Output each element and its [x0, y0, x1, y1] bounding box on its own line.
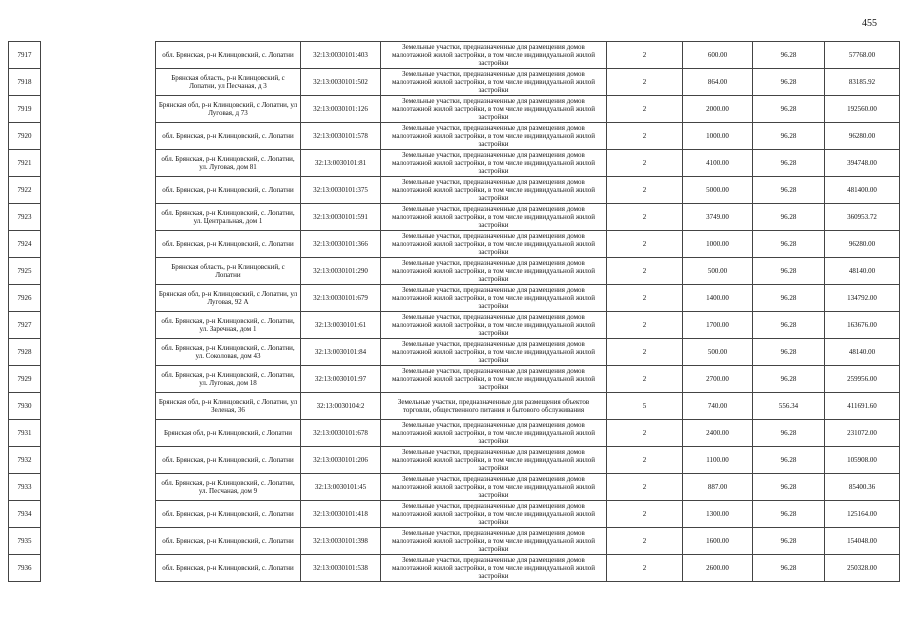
row-cadastral-value: 85400.36 [825, 474, 900, 501]
blank-gap [41, 528, 156, 555]
row-rate: 556.34 [753, 393, 825, 420]
row-cadastral-value: 231072.00 [825, 420, 900, 447]
row-cadastral-number: 32:13:0030101:502 [301, 69, 381, 96]
table-row [9, 285, 900, 312]
row-group: 5 [607, 393, 683, 420]
blank-gap [41, 150, 156, 177]
blank-gap [41, 420, 156, 447]
table-body [9, 42, 900, 582]
table-row [9, 501, 900, 528]
table-row [9, 204, 900, 231]
row-cadastral-value: 48140.00 [825, 258, 900, 285]
row-address: обл. Брянская, р-н Клинцовский, с. Лопатни [156, 123, 301, 150]
row-number: 7936 [9, 555, 41, 582]
row-land-use: Земельные участки, предназначенные для размещения домов малоэтажной жилой застройки, в том числе индивидуальной жилой застройки [381, 528, 607, 555]
blank-gap [41, 447, 156, 474]
row-address: обл. Брянская, р-н Клинцовский, с. Лопатни, ул. Заречная, дом 1 [156, 312, 301, 339]
row-group: 2 [607, 123, 683, 150]
blank-gap [41, 366, 156, 393]
table-row [9, 177, 900, 204]
row-land-use: Земельные участки, предназначенные для размещения домов малоэтажной жилой застройки, в том числе индивидуальной жилой застройки [381, 177, 607, 204]
row-cadastral-number: 32:13:0030101:97 [301, 366, 381, 393]
row-address: обл. Брянская, р-н Клинцовский, с. Лопатни [156, 501, 301, 528]
row-area: 5000.00 [683, 177, 753, 204]
blank-gap [41, 393, 156, 420]
row-land-use: Земельные участки, предназначенные для размещения домов малоэтажной жилой застройки, в том числе индивидуальной жилой застройки [381, 447, 607, 474]
row-number: 7923 [9, 204, 41, 231]
row-address: Брянская обл, р-н Клинцовский, с Лопатни [156, 420, 301, 447]
row-land-use: Земельные участки, предназначенные для размещения домов малоэтажной жилой застройки, в том числе индивидуальной жилой застройки [381, 204, 607, 231]
row-land-use: Земельные участки, предназначенные для размещения домов малоэтажной жилой застройки, в том числе индивидуальной жилой застройки [381, 42, 607, 69]
blank-gap [41, 285, 156, 312]
row-group: 2 [607, 150, 683, 177]
row-rate: 96.28 [753, 150, 825, 177]
blank-gap [41, 231, 156, 258]
row-cadastral-number: 32:13:0030101:84 [301, 339, 381, 366]
row-number: 7921 [9, 150, 41, 177]
row-cadastral-value: 394748.00 [825, 150, 900, 177]
blank-gap [41, 312, 156, 339]
row-number: 7933 [9, 474, 41, 501]
blank-gap [41, 177, 156, 204]
row-number: 7919 [9, 96, 41, 123]
table-row [9, 366, 900, 393]
row-cadastral-number: 32:13:0030101:538 [301, 555, 381, 582]
table-row [9, 555, 900, 582]
row-number: 7930 [9, 393, 41, 420]
row-area: 1600.00 [683, 528, 753, 555]
row-rate: 96.28 [753, 528, 825, 555]
row-cadastral-value: 163676.00 [825, 312, 900, 339]
row-number: 7925 [9, 258, 41, 285]
table-row [9, 393, 900, 420]
table-row [9, 258, 900, 285]
blank-gap [41, 474, 156, 501]
row-group: 2 [607, 366, 683, 393]
row-number: 7929 [9, 366, 41, 393]
row-land-use: Земельные участки, предназначенные для размещения домов малоэтажной жилой застройки, в том числе индивидуальной жилой застройки [381, 312, 607, 339]
row-cadastral-number: 32:13:0030101:591 [301, 204, 381, 231]
row-rate: 96.28 [753, 69, 825, 96]
row-cadastral-number: 32:13:0030101:206 [301, 447, 381, 474]
row-address: Брянская область, р-н Клинцовский, с Лопатни [156, 258, 301, 285]
row-address: обл. Брянская, р-н Клинцовский, с. Лопатни [156, 528, 301, 555]
table-row [9, 42, 900, 69]
row-cadastral-number: 32:13:0030101:403 [301, 42, 381, 69]
row-cadastral-number: 32:13:0030101:126 [301, 96, 381, 123]
row-rate: 96.28 [753, 339, 825, 366]
row-address: Брянская область, р-н Клинцовский, с Лопатни, ул Песчаная, д 3 [156, 69, 301, 96]
row-area: 1000.00 [683, 123, 753, 150]
table-row [9, 150, 900, 177]
row-number: 7928 [9, 339, 41, 366]
blank-gap [41, 339, 156, 366]
row-rate: 96.28 [753, 555, 825, 582]
row-area: 4100.00 [683, 150, 753, 177]
row-area: 500.00 [683, 258, 753, 285]
row-land-use: Земельные участки, предназначенные для размещения домов малоэтажной жилой застройки, в том числе индивидуальной жилой застройки [381, 474, 607, 501]
row-address: обл. Брянская, р-н Клинцовский, с. Лопатни, ул. Центральная, дом 1 [156, 204, 301, 231]
row-cadastral-value: 259956.00 [825, 366, 900, 393]
row-cadastral-number: 32:13:0030101:418 [301, 501, 381, 528]
row-area: 740.00 [683, 393, 753, 420]
row-cadastral-value: 411691.60 [825, 393, 900, 420]
row-land-use: Земельные участки, предназначенные для размещения домов малоэтажной жилой застройки, в том числе индивидуальной жилой застройки [381, 285, 607, 312]
row-cadastral-value: 154048.00 [825, 528, 900, 555]
row-group: 2 [607, 69, 683, 96]
row-number: 7918 [9, 69, 41, 96]
row-area: 2600.00 [683, 555, 753, 582]
row-cadastral-number: 32:13:0030101:398 [301, 528, 381, 555]
blank-gap [41, 258, 156, 285]
row-address: Брянская обл, р-н Клинцовский, с Лопатни, ул Луговая, 92 А [156, 285, 301, 312]
row-land-use: Земельные участки, предназначенные для размещения домов малоэтажной жилой застройки, в том числе индивидуальной жилой застройки [381, 69, 607, 96]
row-area: 2400.00 [683, 420, 753, 447]
row-rate: 96.28 [753, 231, 825, 258]
row-cadastral-value: 192560.00 [825, 96, 900, 123]
row-group: 2 [607, 312, 683, 339]
row-rate: 96.28 [753, 285, 825, 312]
row-group: 2 [607, 420, 683, 447]
row-cadastral-value: 57768.00 [825, 42, 900, 69]
table-row [9, 231, 900, 258]
row-rate: 96.28 [753, 123, 825, 150]
row-number: 7922 [9, 177, 41, 204]
row-area: 1400.00 [683, 285, 753, 312]
blank-gap [41, 96, 156, 123]
row-cadastral-value: 134792.00 [825, 285, 900, 312]
row-land-use: Земельные участки, предназначенные для размещения домов малоэтажной жилой застройки, в том числе индивидуальной жилой застройки [381, 96, 607, 123]
row-area: 1700.00 [683, 312, 753, 339]
row-address: обл. Брянская, р-н Клинцовский, с. Лопатни [156, 42, 301, 69]
row-rate: 96.28 [753, 420, 825, 447]
row-group: 2 [607, 555, 683, 582]
row-rate: 96.28 [753, 312, 825, 339]
table-row [9, 420, 900, 447]
blank-gap [41, 501, 156, 528]
row-cadastral-number: 32:13:0030101:678 [301, 420, 381, 447]
row-number: 7926 [9, 285, 41, 312]
row-address: обл. Брянская, р-н Клинцовский, с. Лопатни [156, 555, 301, 582]
row-cadastral-value: 83185.92 [825, 69, 900, 96]
row-address: Брянская обл, р-н Клинцовский, с Лопатни, ул Зеленая, 36 [156, 393, 301, 420]
row-number: 7920 [9, 123, 41, 150]
row-address: обл. Брянская, р-н Клинцовский, с. Лопатни, ул. Соколовая, дом 43 [156, 339, 301, 366]
row-group: 2 [607, 447, 683, 474]
row-cadastral-value: 48140.00 [825, 339, 900, 366]
table-row [9, 474, 900, 501]
row-address: обл. Брянская, р-н Клинцовский, с. Лопатни, ул. Луговая, дом 18 [156, 366, 301, 393]
row-cadastral-number: 32:13:0030101:375 [301, 177, 381, 204]
row-address: Брянская обл, р-н Клинцовский, с Лопатни, ул Луговая, д 73 [156, 96, 301, 123]
table-row [9, 69, 900, 96]
row-rate: 96.28 [753, 42, 825, 69]
row-rate: 96.28 [753, 447, 825, 474]
row-area: 600.00 [683, 42, 753, 69]
row-area: 864.00 [683, 69, 753, 96]
row-land-use: Земельные участки, предназначенные для размещения домов малоэтажной жилой застройки, в том числе индивидуальной жилой застройки [381, 231, 607, 258]
blank-gap [41, 69, 156, 96]
table-row [9, 123, 900, 150]
row-cadastral-number: 32:13:0030101:679 [301, 285, 381, 312]
blank-gap [41, 555, 156, 582]
row-land-use: Земельные участки, предназначенные для размещения домов малоэтажной жилой застройки, в том числе индивидуальной жилой застройки [381, 366, 607, 393]
row-area: 3749.00 [683, 204, 753, 231]
row-group: 2 [607, 177, 683, 204]
row-cadastral-value: 250328.00 [825, 555, 900, 582]
row-cadastral-value: 125164.00 [825, 501, 900, 528]
row-group: 2 [607, 204, 683, 231]
table-row [9, 339, 900, 366]
row-address: обл. Брянская, р-н Клинцовский, с. Лопатни, ул. Песчаная, дом 9 [156, 474, 301, 501]
row-group: 2 [607, 474, 683, 501]
row-area: 2000.00 [683, 96, 753, 123]
row-cadastral-number: 32:13:0030101:290 [301, 258, 381, 285]
row-number: 7934 [9, 501, 41, 528]
row-number: 7917 [9, 42, 41, 69]
row-area: 1000.00 [683, 231, 753, 258]
row-group: 2 [607, 285, 683, 312]
row-cadastral-value: 96280.00 [825, 123, 900, 150]
blank-gap [41, 123, 156, 150]
row-cadastral-number: 32:13:0030101:61 [301, 312, 381, 339]
row-area: 1300.00 [683, 501, 753, 528]
row-cadastral-value: 481400.00 [825, 177, 900, 204]
row-number: 7927 [9, 312, 41, 339]
row-number: 7924 [9, 231, 41, 258]
row-rate: 96.28 [753, 501, 825, 528]
row-area: 887.00 [683, 474, 753, 501]
row-land-use: Земельные участки, предназначенные для размещения домов малоэтажной жилой застройки, в том числе индивидуальной жилой застройки [381, 555, 607, 582]
row-rate: 96.28 [753, 366, 825, 393]
row-group: 2 [607, 231, 683, 258]
table-row [9, 528, 900, 555]
blank-gap [41, 42, 156, 69]
row-number: 7931 [9, 420, 41, 447]
row-rate: 96.28 [753, 258, 825, 285]
row-group: 2 [607, 258, 683, 285]
cadastral-value-table [8, 41, 900, 582]
row-area: 2700.00 [683, 366, 753, 393]
table-row [9, 447, 900, 474]
row-land-use: Земельные участки, предназначенные для размещения домов малоэтажной жилой застройки, в том числе индивидуальной жилой застройки [381, 339, 607, 366]
row-rate: 96.28 [753, 96, 825, 123]
row-land-use: Земельные участки, предназначенные для размещения объектов торговли, общественного питания и бытового обслуживания [381, 393, 607, 420]
row-cadastral-value: 360953.72 [825, 204, 900, 231]
row-rate: 96.28 [753, 474, 825, 501]
row-cadastral-value: 105908.00 [825, 447, 900, 474]
row-address: обл. Брянская, р-н Клинцовский, с. Лопатни, ул. Луговая, дом 81 [156, 150, 301, 177]
row-cadastral-number: 32:13:0030101:366 [301, 231, 381, 258]
row-cadastral-number: 32:13:0030101:45 [301, 474, 381, 501]
table-row [9, 96, 900, 123]
row-group: 2 [607, 501, 683, 528]
row-group: 2 [607, 339, 683, 366]
row-land-use: Земельные участки, предназначенные для размещения домов малоэтажной жилой застройки, в том числе индивидуальной жилой застройки [381, 420, 607, 447]
row-rate: 96.28 [753, 177, 825, 204]
row-group: 2 [607, 42, 683, 69]
row-area: 500.00 [683, 339, 753, 366]
row-land-use: Земельные участки, предназначенные для размещения домов малоэтажной жилой застройки, в том числе индивидуальной жилой застройки [381, 258, 607, 285]
row-address: обл. Брянская, р-н Клинцовский, с. Лопатни [156, 447, 301, 474]
blank-gap [41, 204, 156, 231]
row-land-use: Земельные участки, предназначенные для размещения домов малоэтажной жилой застройки, в том числе индивидуальной жилой застройки [381, 150, 607, 177]
row-land-use: Земельные участки, предназначенные для размещения домов малоэтажной жилой застройки, в том числе индивидуальной жилой застройки [381, 501, 607, 528]
row-cadastral-value: 96280.00 [825, 231, 900, 258]
row-group: 2 [607, 96, 683, 123]
row-cadastral-number: 32:13:0030104:2 [301, 393, 381, 420]
row-rate: 96.28 [753, 204, 825, 231]
row-cadastral-number: 32:13:0030101:578 [301, 123, 381, 150]
table-row [9, 312, 900, 339]
row-number: 7935 [9, 528, 41, 555]
page-number: 455 [862, 18, 877, 29]
row-address: обл. Брянская, р-н Клинцовский, с. Лопатни [156, 231, 301, 258]
row-land-use: Земельные участки, предназначенные для размещения домов малоэтажной жилой застройки, в том числе индивидуальной жилой застройки [381, 123, 607, 150]
row-group: 2 [607, 528, 683, 555]
row-number: 7932 [9, 447, 41, 474]
row-area: 1100.00 [683, 447, 753, 474]
row-cadastral-number: 32:13:0030101:81 [301, 150, 381, 177]
row-address: обл. Брянская, р-н Клинцовский, с. Лопатни [156, 177, 301, 204]
